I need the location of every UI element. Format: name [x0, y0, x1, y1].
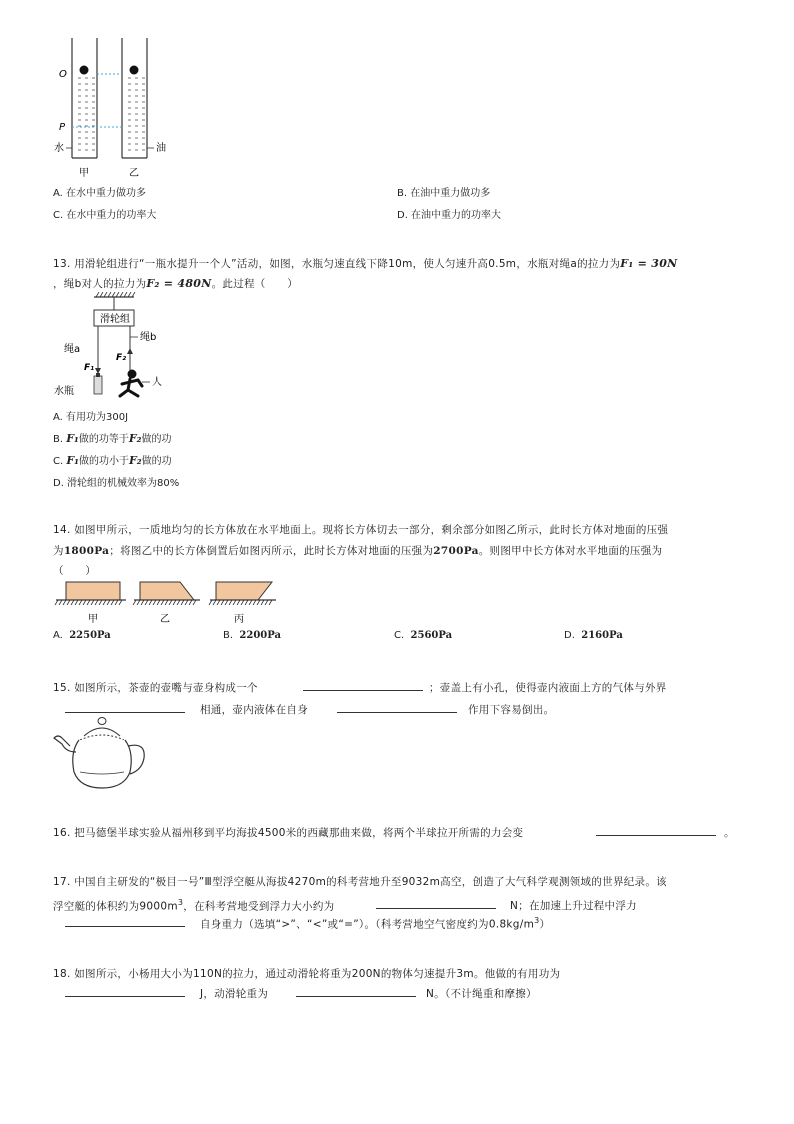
f2-label: F₂	[116, 353, 127, 363]
q13-option-b-f1: F₁	[66, 432, 79, 445]
label-block-bing: 丙	[234, 614, 244, 625]
block-yi	[140, 582, 194, 600]
label-water: 水	[54, 143, 64, 154]
q12-option-b[interactable]: B. 在油中重力做功多	[397, 188, 491, 199]
q13-stem-text: 13. 用滑轮组进行“一瓶水提升一个人”活动，如图，水瓶匀速直线下降10m，使人匀速升高0.5m，水瓶对绳a的拉力为	[53, 258, 621, 270]
label-oil: 油	[156, 143, 166, 154]
q14-option-c[interactable]	[394, 630, 452, 641]
q13-option-c[interactable]	[53, 452, 172, 467]
q14-option-d-label: D.	[564, 630, 575, 641]
q13-option-a[interactable]: A. 有用功为300J	[53, 412, 129, 423]
q17-stem-text4: ）	[539, 918, 551, 931]
q12-option-c[interactable]: C. 在水中重力的功率大	[53, 210, 157, 221]
pulley-label: 滑轮组	[100, 314, 130, 325]
q14-pressure-2: 2700Pa	[433, 545, 479, 557]
q14-option-a[interactable]	[53, 630, 111, 641]
person-icon	[120, 370, 142, 397]
q14-option-a-label: A.	[53, 630, 63, 641]
q15-stem-line1b: ；壶盖上有小孔，使得壶内液面上方的气体与外界	[429, 682, 667, 694]
q15-blank-1[interactable]	[303, 678, 423, 691]
ball-oil	[130, 66, 139, 75]
q14-stem-text2: ；将图乙中的长方体倒置后如图丙所示，此时长方体对地面的压强为	[109, 545, 434, 557]
q13-formula-f2: F₂ = 480N	[146, 277, 212, 290]
label-block-yi: 乙	[160, 614, 170, 625]
q16-blank[interactable]	[596, 823, 716, 836]
label-block-jia: 甲	[88, 614, 98, 625]
q17-stem-text2: ，在科考营地受到浮力大小约为	[183, 900, 335, 913]
label-o: O	[59, 69, 67, 80]
q13-option-b-prefix: B.	[53, 434, 64, 445]
q18-blank-2[interactable]	[296, 984, 416, 997]
q16-end: 。	[724, 827, 735, 839]
q15-stem-line1: 15. 如图所示，茶壶的壶嘴与壶身构成一个	[53, 682, 258, 694]
pulley-figure	[52, 292, 182, 404]
q16-stem: 16. 把马德堡半球实验从福州移到平均海拔4500米的西藏那曲来做，将两个半球拉开所需的力会变	[53, 827, 524, 839]
q14-option-c-label: C.	[394, 630, 405, 641]
person-label: 人	[152, 377, 162, 388]
q18-blank-1[interactable]	[65, 984, 185, 997]
q14-stem-text3: 。则图甲中长方体对水平地面的压强为	[478, 545, 663, 557]
bottle-icon	[94, 376, 102, 394]
q13-stem-text3: 。此过程（ ）	[211, 278, 299, 290]
q17-stem-text3: 自身重力（选填“>”、“<”或“=”）。（科考营地空气密度约为0.8kg/m	[200, 918, 535, 931]
ball-water	[80, 66, 89, 75]
q13-option-b-mid: 做的功等于	[78, 434, 129, 445]
q14-option-b-label: B.	[223, 630, 234, 641]
q14-stem-line1: 14. 如图甲所示，一质地均匀的长方体放在水平地面上。现将长方体切去一部分，剩余部分如图乙所示，此时长方体对地面的压强	[53, 524, 669, 536]
q14-stem-text: 为	[53, 545, 64, 557]
q12-option-a[interactable]: A. 在水中重力做功多	[53, 188, 147, 199]
q18-stem-line2b: N。（不计绳重和摩擦）	[426, 988, 537, 1000]
block-bing	[216, 582, 272, 600]
label-jia: 甲	[79, 168, 89, 178]
q13-option-c-prefix: C.	[53, 456, 64, 467]
q14-option-d-value: 2160Pa	[581, 630, 623, 641]
q14-stem-line2	[53, 543, 662, 558]
tubes-figure	[50, 38, 180, 178]
rope-a-label: 绳a	[64, 344, 81, 355]
q15-stem-line2b: 作用下容易倒出。	[468, 704, 555, 716]
q13-stem-line1	[53, 256, 678, 271]
q17-blank-1[interactable]	[376, 896, 496, 909]
f1-label: F₁	[84, 363, 95, 373]
q13-stem-text2: ，绳b对人的拉力为	[53, 278, 147, 290]
q13-option-c-f1: F₁	[66, 454, 79, 467]
label-yi: 乙	[129, 168, 139, 178]
q13-option-d[interactable]: D. 滑轮组的机械效率为80%	[53, 478, 180, 489]
q14-option-d[interactable]	[564, 630, 623, 641]
q13-option-b-suffix: 做的功	[141, 434, 172, 445]
q17-stem-line1: 17. 中国自主研发的“极目一号”Ⅲ型浮空艇从海拔4270m的科考营地升至9032m高空，创造了大气科学观测领域的世界纪录。该	[53, 876, 667, 888]
q13-option-c-f2: F₂	[129, 454, 142, 467]
q13-option-b[interactable]	[53, 430, 172, 445]
teapot-icon	[52, 712, 152, 790]
q17-stem-text: 浮空艇的体积约为9000m	[53, 900, 178, 913]
q18-stem-line1: 18. 如图所示，小杨用大小为110N的拉力，通过动滑轮将重为200N的物体匀速提升3m。他做的有用功为	[53, 968, 561, 980]
q13-formula-f1: F₁ = 30N	[620, 257, 678, 270]
q15-blank-3[interactable]	[337, 700, 457, 713]
q13-option-c-mid: 做的功小于	[79, 456, 129, 467]
q14-stem-line3: （ ）	[53, 565, 97, 577]
q14-option-b[interactable]	[223, 630, 281, 641]
bottle-label: 水瓶	[54, 386, 74, 397]
q13-option-b-f2: F₂	[128, 432, 142, 445]
q15-stem-line2a: 相通，壶内液体在自身	[200, 704, 308, 716]
q17-blank-2[interactable]	[65, 914, 185, 927]
q14-option-a-value: 2250Pa	[69, 630, 111, 641]
q17-superscript-2: 3	[534, 916, 540, 925]
q18-stem-line2a: J，动滑轮重为	[200, 988, 269, 1000]
label-p: P	[59, 122, 66, 133]
q17-stem-line2	[53, 898, 334, 914]
q14-pressure-1: 1800Pa	[63, 545, 110, 557]
blocks-figure	[54, 578, 284, 626]
q14-option-c-value: 2560Pa	[410, 630, 453, 641]
block-jia	[66, 582, 120, 600]
q13-stem-line2	[53, 276, 298, 291]
rope-b-label: 绳b	[140, 332, 157, 343]
q14-option-b-value: 2200Pa	[239, 630, 281, 641]
q12-option-d[interactable]: D. 在油中重力的功率大	[397, 210, 502, 221]
q13-option-c-suffix: 做的功	[141, 456, 172, 467]
q17-superscript: 3	[177, 898, 184, 907]
q17-stem-line3	[200, 916, 550, 932]
q17-stem-line2c: N；在加速上升过程中浮力	[510, 900, 637, 912]
